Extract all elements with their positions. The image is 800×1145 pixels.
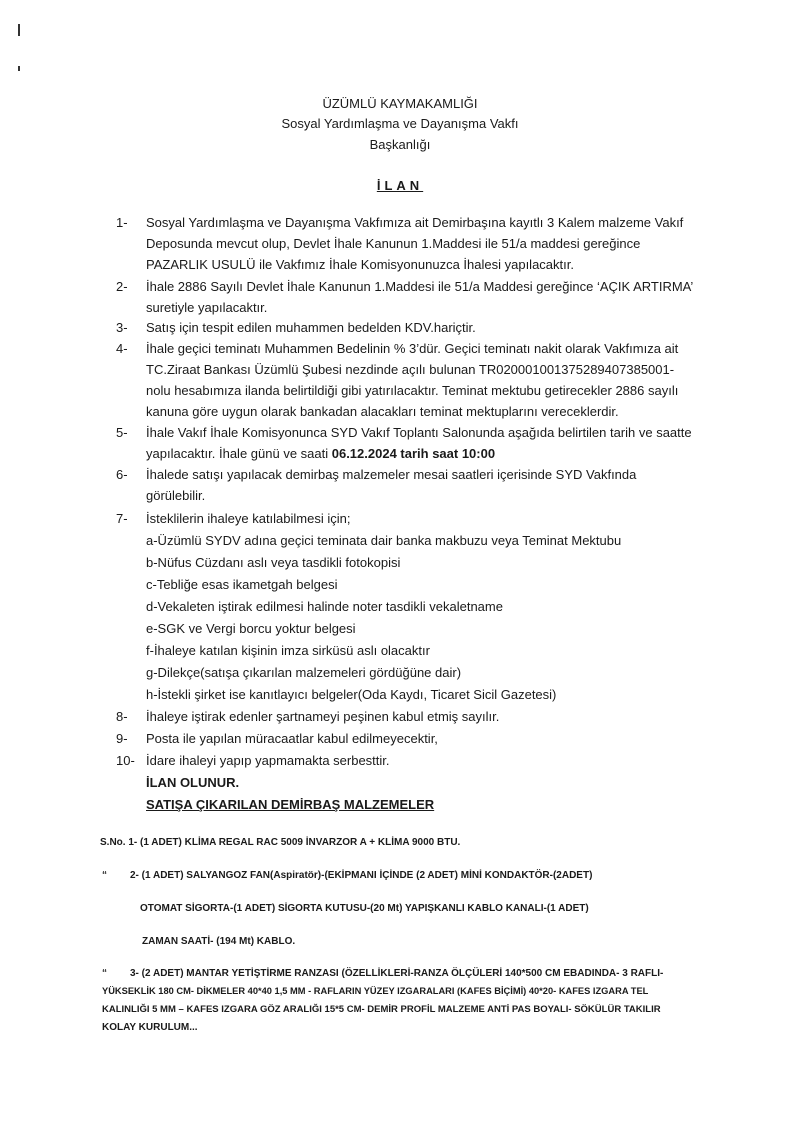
item-number: 5- [116,425,128,440]
header-presidency: Başkanlığı [369,137,431,152]
document-title: İLAN [376,178,424,193]
item-text: suretiyle yapılacaktır. [146,300,268,315]
item-text [146,446,495,461]
item-text: Satış için tespit edilen muhammen bedelden KDV.hariçtir. [146,320,476,335]
item-text: İhale geçici teminatı Muhammen Bedelinin % 3’dür. Geçici teminatı nakit olarak Vakfımıza ait [146,341,679,356]
ditto-mark: “ [102,870,107,881]
item-text: İsteklilerin ihaleye katılabilmesi için; [146,511,351,526]
header-foundation: Sosyal Yardımlaşma ve Dayanışma Vakfı [281,116,519,131]
item-text: kanuna göre uygun olarak bankadan alacakları teminat mektuplarını vereceklerdir. [146,404,619,419]
item-number: 8- [116,709,128,724]
requirement-item: d-Vekaleten iştirak edilmesi halinde noter tasdikli vekaletname [146,599,503,614]
item-number: 3- [116,320,128,335]
equipment-list-title: SATIŞA ÇIKARILAN DEMİRBAŞ MALZEMELER [146,797,435,812]
item-number: 6- [116,467,128,482]
item-number: 4- [116,341,128,356]
item-number: 10- [116,753,135,768]
requirement-item: b-Nüfus Cüzdanı aslı veya tasdikli fotokopisi [146,555,401,570]
auction-date: 06.12.2024 tarih saat 10:00 [331,446,496,461]
item-text: PAZARLIK USULÜ ile Vakfımız İhale Komisyonunuzca İhalesi yapılacaktır. [146,257,574,272]
scan-mark [18,66,20,71]
closing-statement: İLAN OLUNUR. [146,775,240,790]
item-text: Deposunda mevcut olup, Devlet İhale Kanunun 1.Maddesi ile 51/a maddesi gereğince [146,236,641,251]
equipment-item-continued: KALINLIĞI 5 MM – KAFES IZGARA GÖZ ARALIĞI 15*5 CM- DEMİR PROFİL MALZEME ANTİ PAS BOYALI- SÖKÜLÜR TAKILIR [102,1004,661,1015]
equipment-item-continued: KOLAY KURULUM... [102,1022,198,1033]
item-text: İdare ihaleyi yapıp yapmamakta serbesttir. [146,753,390,768]
item-text: İhaleye iştirak edenler şartnameyi peşinen kabul etmiş sayılır. [146,709,500,724]
item-text: görülebilir. [146,488,206,503]
item-text-part: yapılacaktır. İhale günü ve saati [146,446,332,461]
item-text: İhale 2886 Sayılı Devlet İhale Kanunun 1.Maddesi ile 51/a Maddesi gereğince ‘AÇIK ARTIRMA’ [146,279,694,294]
equipment-item-continued: OTOMAT SİGORTA-(1 ADET) SİGORTA KUTUSU-(20 Mt) YAPIŞKANLI KABLO KANALI-(1 ADET) [140,903,589,914]
item-text: Posta ile yapılan müracaatlar kabul edilmeyecektir, [146,731,438,746]
requirement-item: g-Dilekçe(satışa çıkarılan malzemeleri gördüğüne dair) [146,665,462,680]
item-text: Sosyal Yardımlaşma ve Dayanışma Vakfımıza ait Demirbaşına kayıtlı 3 Kalem malzeme Vakıf [146,215,684,230]
item-text: İhale Vakıf İhale Komisyonunca SYD Vakıf Toplantı Salonunda aşağıda belirtilen tarih ve saatte [146,425,692,440]
equipment-item: 3- (2 ADET) MANTAR YETİŞTİRME RANZASI (ÖZELLİKLERİ-RANZA ÖLÇÜLERİ 140*500 CM EBADINDA- 3 RAFLI- [130,968,664,979]
item-number: 2- [116,279,128,294]
header-institution: ÜZÜMLÜ KAYMAKAMLIĞI [322,96,478,111]
ditto-mark: “ [102,968,107,979]
item-number: 7- [116,511,128,526]
scan-mark [18,24,20,36]
item-number: 9- [116,731,128,746]
item-text: TC.Ziraat Bankası Üzümlü Şubesi nezdinde açılı bulunan TR020001001375289407385001- [146,362,675,377]
requirement-item: c-Tebliğe esas ikametgah belgesi [146,577,338,592]
equipment-item: S.No. 1- (1 ADET) KLİMA REGAL RAC 5009 İNVARZOR A + KLİMA 9000 BTU. [100,837,461,848]
item-text: nolu hesabımıza ilanda belirtildiği gibi yatırılacaktır. Teminat mektubu getirecekler 2886 sayılı [146,383,679,398]
requirement-item: h-İstekli şirket ise kanıtlayıcı belgeler(Oda Kaydı, Ticaret Sicil Gazetesi) [146,687,557,702]
requirement-item: a-Üzümlü SYDV adına geçici teminata dair banka makbuzu veya Teminat Mektubu [146,533,622,548]
equipment-item-continued: YÜKSEKLİK 180 CM- DİKMELER 40*40 1,5 MM - RAFLARIN YÜZEY IZGARALARI (KAFES BİÇİMİ) 40*20- KAFES IZGARA TEL [102,986,649,996]
equipment-item-continued: ZAMAN SAATİ- (194 Mt) KABLO. [142,936,296,947]
item-number: 1- [116,215,128,230]
requirement-item: f-İhaleye katılan kişinin imza sirküsü aslı olacaktır [146,643,430,658]
equipment-item: 2- (1 ADET) SALYANGOZ FAN(Aspiratör)-(EKİPMANI İÇİNDE (2 ADET) MİNİ KONDAKTÖR-(2ADET) [130,870,593,881]
item-text: İhalede satışı yapılacak demirbaş malzemeler mesai saatleri içerisinde SYD Vakfında [146,467,637,482]
requirement-item: e-SGK ve Vergi borcu yoktur belgesi [146,621,356,636]
